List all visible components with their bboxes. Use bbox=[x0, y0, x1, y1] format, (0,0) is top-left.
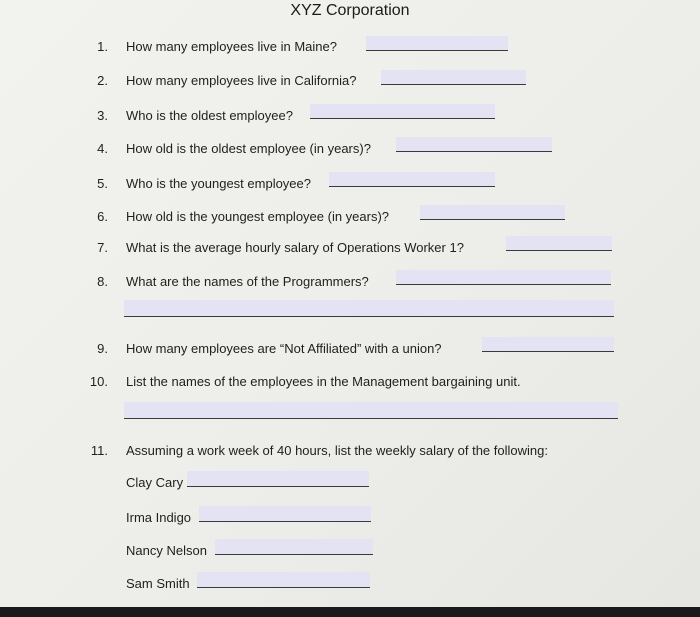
weekly-salary-field-irma-indigo[interactable] bbox=[199, 506, 371, 522]
answer-field-q2[interactable] bbox=[381, 70, 526, 85]
employee-name-label: Irma Indigo bbox=[126, 510, 192, 525]
question-text: Assuming a work week of 40 hours, list the weekly salary of the following: bbox=[126, 443, 548, 458]
question-text: List the names of the employees in the Management bargaining unit. bbox=[126, 374, 521, 389]
question-text: How many employees live in Maine? bbox=[126, 39, 337, 54]
question-text: How many employees are “Not Affiliated” with a union? bbox=[126, 341, 442, 356]
question-text: Who is the oldest employee? bbox=[126, 108, 293, 123]
question-number: 7. bbox=[97, 240, 108, 255]
photo-bottom-edge bbox=[0, 607, 700, 617]
answer-field-q3[interactable] bbox=[310, 104, 495, 119]
weekly-salary-field-clay-cary[interactable] bbox=[187, 471, 369, 487]
answer-field-q8-line2[interactable] bbox=[124, 300, 614, 317]
weekly-salary-field-nancy-nelson[interactable] bbox=[215, 539, 373, 555]
answer-field-q9[interactable] bbox=[482, 337, 614, 352]
question-number: 1. bbox=[97, 39, 108, 54]
weekly-salary-field-sam-smith[interactable] bbox=[197, 572, 370, 588]
question-text: What are the names of the Programmers? bbox=[126, 274, 369, 289]
question-number: 4. bbox=[97, 141, 108, 156]
answer-field-q5[interactable] bbox=[329, 172, 495, 187]
employee-name-label: Clay Cary bbox=[126, 475, 184, 490]
answer-field-q1[interactable] bbox=[366, 36, 508, 51]
question-number: 9. bbox=[97, 341, 108, 356]
question-text: How many employees live in California? bbox=[126, 73, 357, 88]
question-text: What is the average hourly salary of Operations Worker 1? bbox=[126, 240, 464, 255]
question-text: Who is the youngest employee? bbox=[126, 176, 311, 191]
question-number: 8. bbox=[97, 274, 108, 289]
question-text: How old is the youngest employee (in years)? bbox=[126, 209, 390, 224]
answer-field-q8[interactable] bbox=[396, 270, 611, 285]
page-title: XYZ Corporation bbox=[290, 2, 410, 19]
question-number: 11. bbox=[90, 443, 108, 458]
answer-field-q10[interactable] bbox=[124, 402, 618, 419]
employee-name-label: Nancy Nelson bbox=[126, 543, 207, 558]
question-number: 6. bbox=[97, 209, 108, 224]
question-number: 3. bbox=[97, 108, 108, 123]
answer-field-q6[interactable] bbox=[420, 205, 565, 220]
question-number: 5. bbox=[97, 176, 108, 191]
answer-field-q4[interactable] bbox=[396, 137, 552, 152]
question-number: 10. bbox=[89, 374, 108, 389]
employee-name-label: Sam Smith bbox=[126, 576, 190, 591]
answer-field-q7[interactable] bbox=[506, 236, 612, 251]
question-text: How old is the oldest employee (in years)? bbox=[126, 141, 371, 156]
question-number: 2. bbox=[97, 73, 108, 88]
